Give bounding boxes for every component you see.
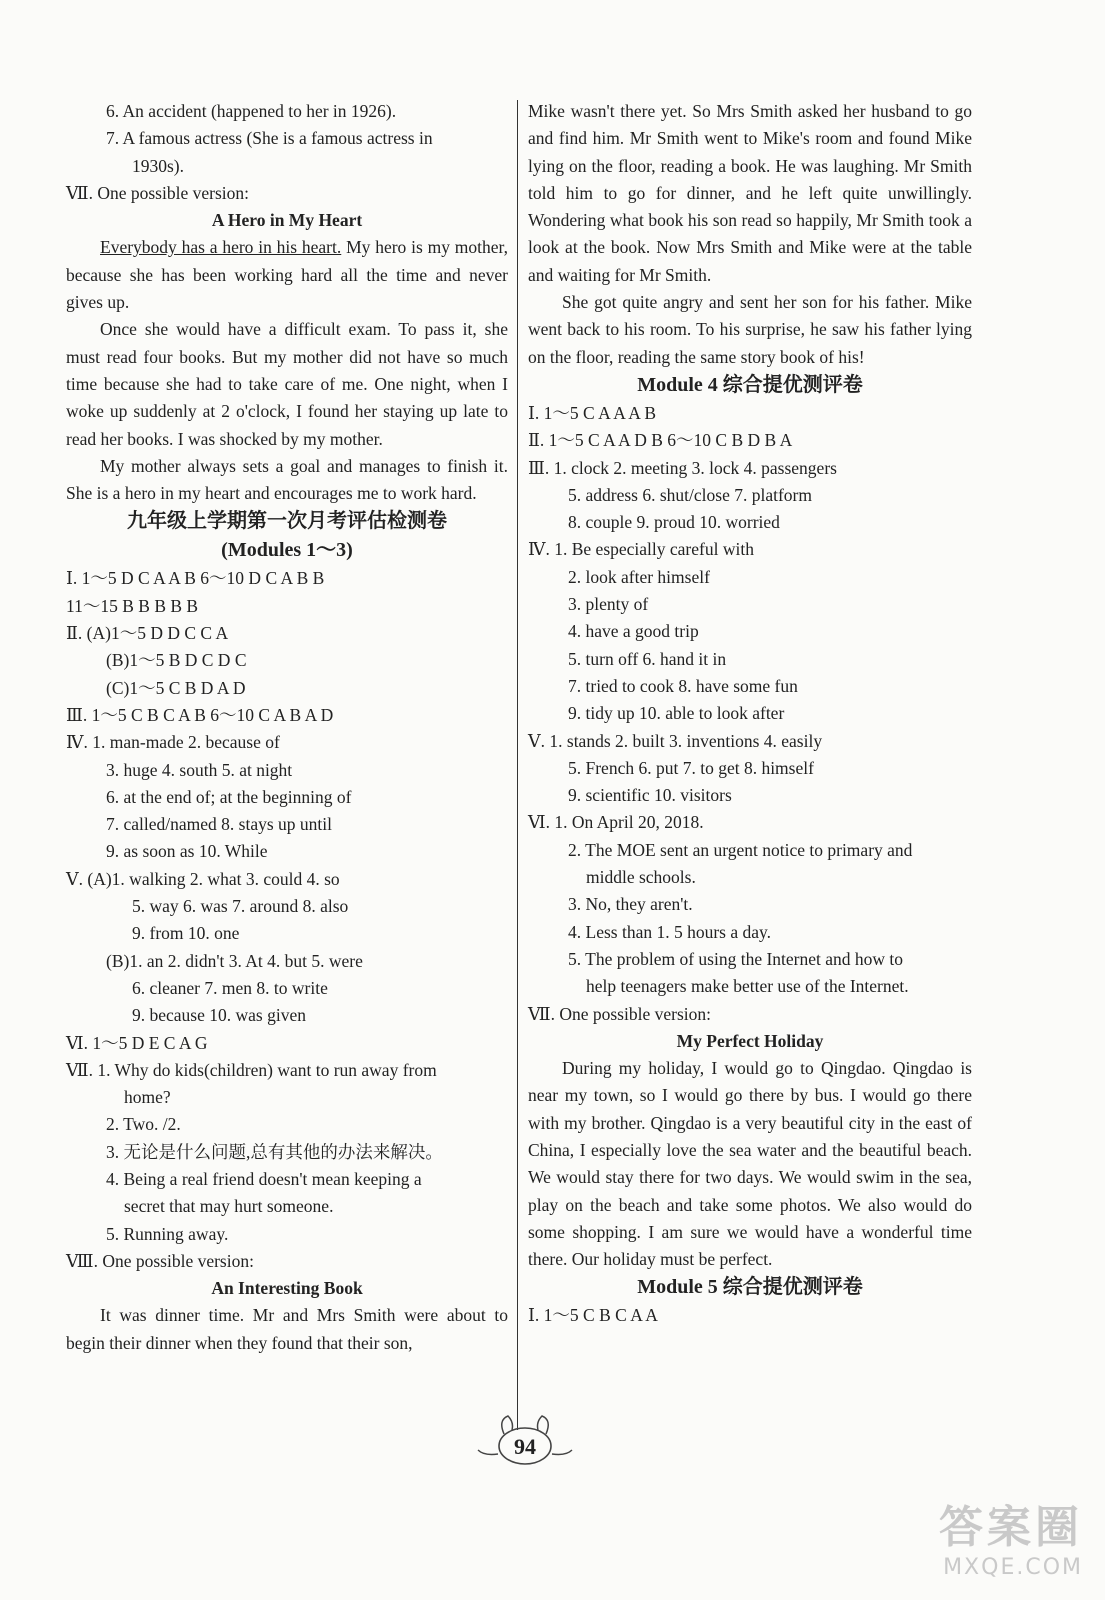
answer-line: Ⅶ. 1. Why do kids(children) want to run away from: [66, 1059, 437, 1080]
answer-line: 11～15 B B B B B: [66, 595, 199, 616]
answer-line: (C)1～5 C B D A D: [106, 677, 246, 698]
section-heading: 九年级上学期第一次月考评估检测卷: [127, 510, 447, 533]
answer-line: Ⅴ. (A)1. walking 2. what 3. could 4. so: [66, 868, 340, 889]
essay-paragraph: [66, 234, 508, 316]
answer-line: 5. French 6. put 7. to get 8. himself: [568, 757, 814, 778]
answer-line: Ⅲ. 1. clock 2. meeting 3. lock 4. passengers: [528, 457, 837, 478]
answer-line: 7. called/named 8. stays up until: [106, 814, 332, 835]
answer-line: 2. The MOE sent an urgent notice to primary and: [568, 839, 913, 860]
answer-line: 9. scientific 10. visitors: [568, 785, 732, 806]
answer-line: Ⅲ. 1～5 C B C A B 6～10 C A B A D: [66, 704, 334, 725]
column-divider: [517, 100, 518, 1430]
answer-line: (B)1～5 B D C D C: [106, 650, 247, 671]
essay-paragraph: She got quite angry and sent her son for his father. Mike went back to his room. To his surprise, he saw his father lying on the floor, reading the same story book of his!: [528, 292, 972, 367]
answer-line: 3. plenty of: [568, 594, 649, 615]
answer-line: 4. have a good trip: [568, 621, 699, 642]
answer-line: 2. look after himself: [568, 566, 710, 587]
essay-title: My Perfect Holiday: [676, 1030, 824, 1051]
left-column: [66, 98, 508, 1357]
answer-line: Ⅶ. One possible version:: [528, 1003, 711, 1024]
answer-line: secret that may hurt someone.: [124, 1196, 334, 1217]
answer-line: 3. 无论是什么问题,总有其他的办法来解决。: [106, 1141, 443, 1162]
answer-line: 5. way 6. was 7. around 8. also: [132, 896, 349, 917]
answer-line: 3. No, they aren't.: [568, 894, 693, 915]
page-number-badge: [470, 1408, 580, 1468]
answer-line: 8. couple 9. proud 10. worried: [568, 512, 780, 533]
answer-line: 9. as soon as 10. While: [106, 841, 268, 862]
answer-line: 4. Being a real friend doesn't mean keeping a: [106, 1168, 422, 1189]
essay-paragraph: Once she would have a difficult exam. To pass it, she must read four books. But my mother did not have so much time because she had to take care of me. One night, when I woke up suddenly at 2 o'clock, I found her staying up late to read her books. I was shocked by my mother.: [66, 319, 508, 449]
answer-line: 9. tidy up 10. able to look after: [568, 703, 785, 724]
essay-paragraph: It was dinner time. Mr and Mrs Smith were about to begin their dinner when they found that their son,: [66, 1305, 508, 1353]
answer-line: home?: [124, 1087, 171, 1108]
watermark-url: MXQE.COM: [943, 1555, 1083, 1580]
right-column: [528, 98, 972, 1330]
answer-line: 5. The problem of using the Internet and how to: [568, 948, 904, 969]
answer-line: Ⅱ. 1～5 C A A D B 6～10 C B D B A: [528, 430, 793, 451]
answer-line: Ⅶ. One possible version:: [66, 182, 249, 203]
essay-paragraph: My mother always sets a goal and manages to finish it. She is a hero in my heart and encourages me to work hard.: [66, 455, 508, 504]
answer-line: middle schools.: [586, 867, 696, 888]
answer-line: 6. at the end of; at the beginning of: [106, 786, 352, 807]
answer-line: Ⅵ. 1～5 D E C A G: [66, 1032, 208, 1053]
answer-line: 3. huge 4. south 5. at night: [106, 759, 293, 780]
answer-line: 7. A famous actress (She is a famous actress in: [106, 128, 433, 149]
essay-title: An Interesting Book: [211, 1278, 363, 1299]
paragraph-rest: My hero is my mother, because she has been working hard all the time and never gives up.: [66, 237, 509, 313]
section-heading: (Modules 1～3): [221, 539, 353, 562]
answer-line: 6. An accident (happened to her in 1926).: [106, 101, 397, 121]
essay-title: A Hero in My Heart: [211, 210, 363, 231]
answer-line: 4. Less than 1. 5 hours a day.: [568, 921, 771, 942]
section-heading: Module 5 综合提优测评卷: [637, 1276, 863, 1299]
answer-line: 6. cleaner 7. men 8. to write: [132, 977, 328, 998]
answer-line: help teenagers make better use of the Internet.: [586, 976, 909, 997]
answer-line: 5. Running away.: [106, 1223, 229, 1244]
answer-line: Ⅰ. 1～5 C A A A B: [528, 402, 657, 423]
answer-line: 9. from 10. one: [132, 923, 240, 944]
answer-line: 5. turn off 6. hand it in: [568, 648, 727, 669]
watermark-logo: [939, 1491, 1083, 1580]
answer-line: Ⅰ. 1～5 D C A A B 6～10 D C A B B: [66, 568, 325, 589]
answer-line: 1930s).: [132, 155, 185, 176]
answer-line: (B)1. an 2. didn't 3. At 4. but 5. were: [106, 950, 363, 971]
section-heading: Module 4 综合提优测评卷: [637, 373, 863, 396]
page-number: 94: [514, 1434, 536, 1459]
answer-line: Ⅳ. 1. Be especially careful with: [528, 539, 754, 560]
answer-line: Ⅱ. (A)1～5 D D C C A: [66, 623, 229, 644]
answer-line: Ⅴ. 1. stands 2. built 3. inventions 4. easily: [528, 730, 823, 751]
underlined-topic-sentence: Everybody has a hero in his heart.: [100, 237, 342, 258]
essay-paragraph: Mike wasn't there yet. So Mrs Smith asked her husband to go and find him. Mr Smith went to Mike's room and found Mike lying on the floor, reading a book. He was laughing. Mr Smith told him to go for dinner, and he left quite unwillingly. Wondering what book his son read so happily, Mr Smith took a look at the book. Now Mrs Smith and Mike were at the table and waiting for Mr Smith.: [528, 101, 972, 285]
answer-line: Ⅵ. 1. On April 20, 2018.: [528, 812, 704, 833]
answer-line: Ⅳ. 1. man-made 2. because of: [66, 732, 280, 753]
answer-line: Ⅰ. 1～5 C B C A A: [528, 1305, 658, 1326]
answer-line: 2. Two. /2.: [106, 1114, 181, 1135]
answer-line: Ⅷ. One possible version:: [66, 1250, 254, 1271]
essay-paragraph: During my holiday, I would go to Qingdao. Qingdao is near my town, so I would go there by bus. I would go there with my brother. Qingdao is a very beautiful city in the east of China, I especially love the sea water and the beautiful beach. We would stay there for two days. We would swim in the sea, play on the beach and take some photos. We also would do some shopping. I am sure we would have a wonderful time there. Our holiday must be perfect.: [528, 1058, 972, 1270]
answer-line: 5. address 6. shut/close 7. platform: [568, 484, 812, 505]
watermark-text: 答案圈: [939, 1502, 1083, 1553]
answer-line: 7. tried to cook 8. have some fun: [568, 675, 798, 696]
answer-line: 9. because 10. was given: [132, 1005, 306, 1026]
